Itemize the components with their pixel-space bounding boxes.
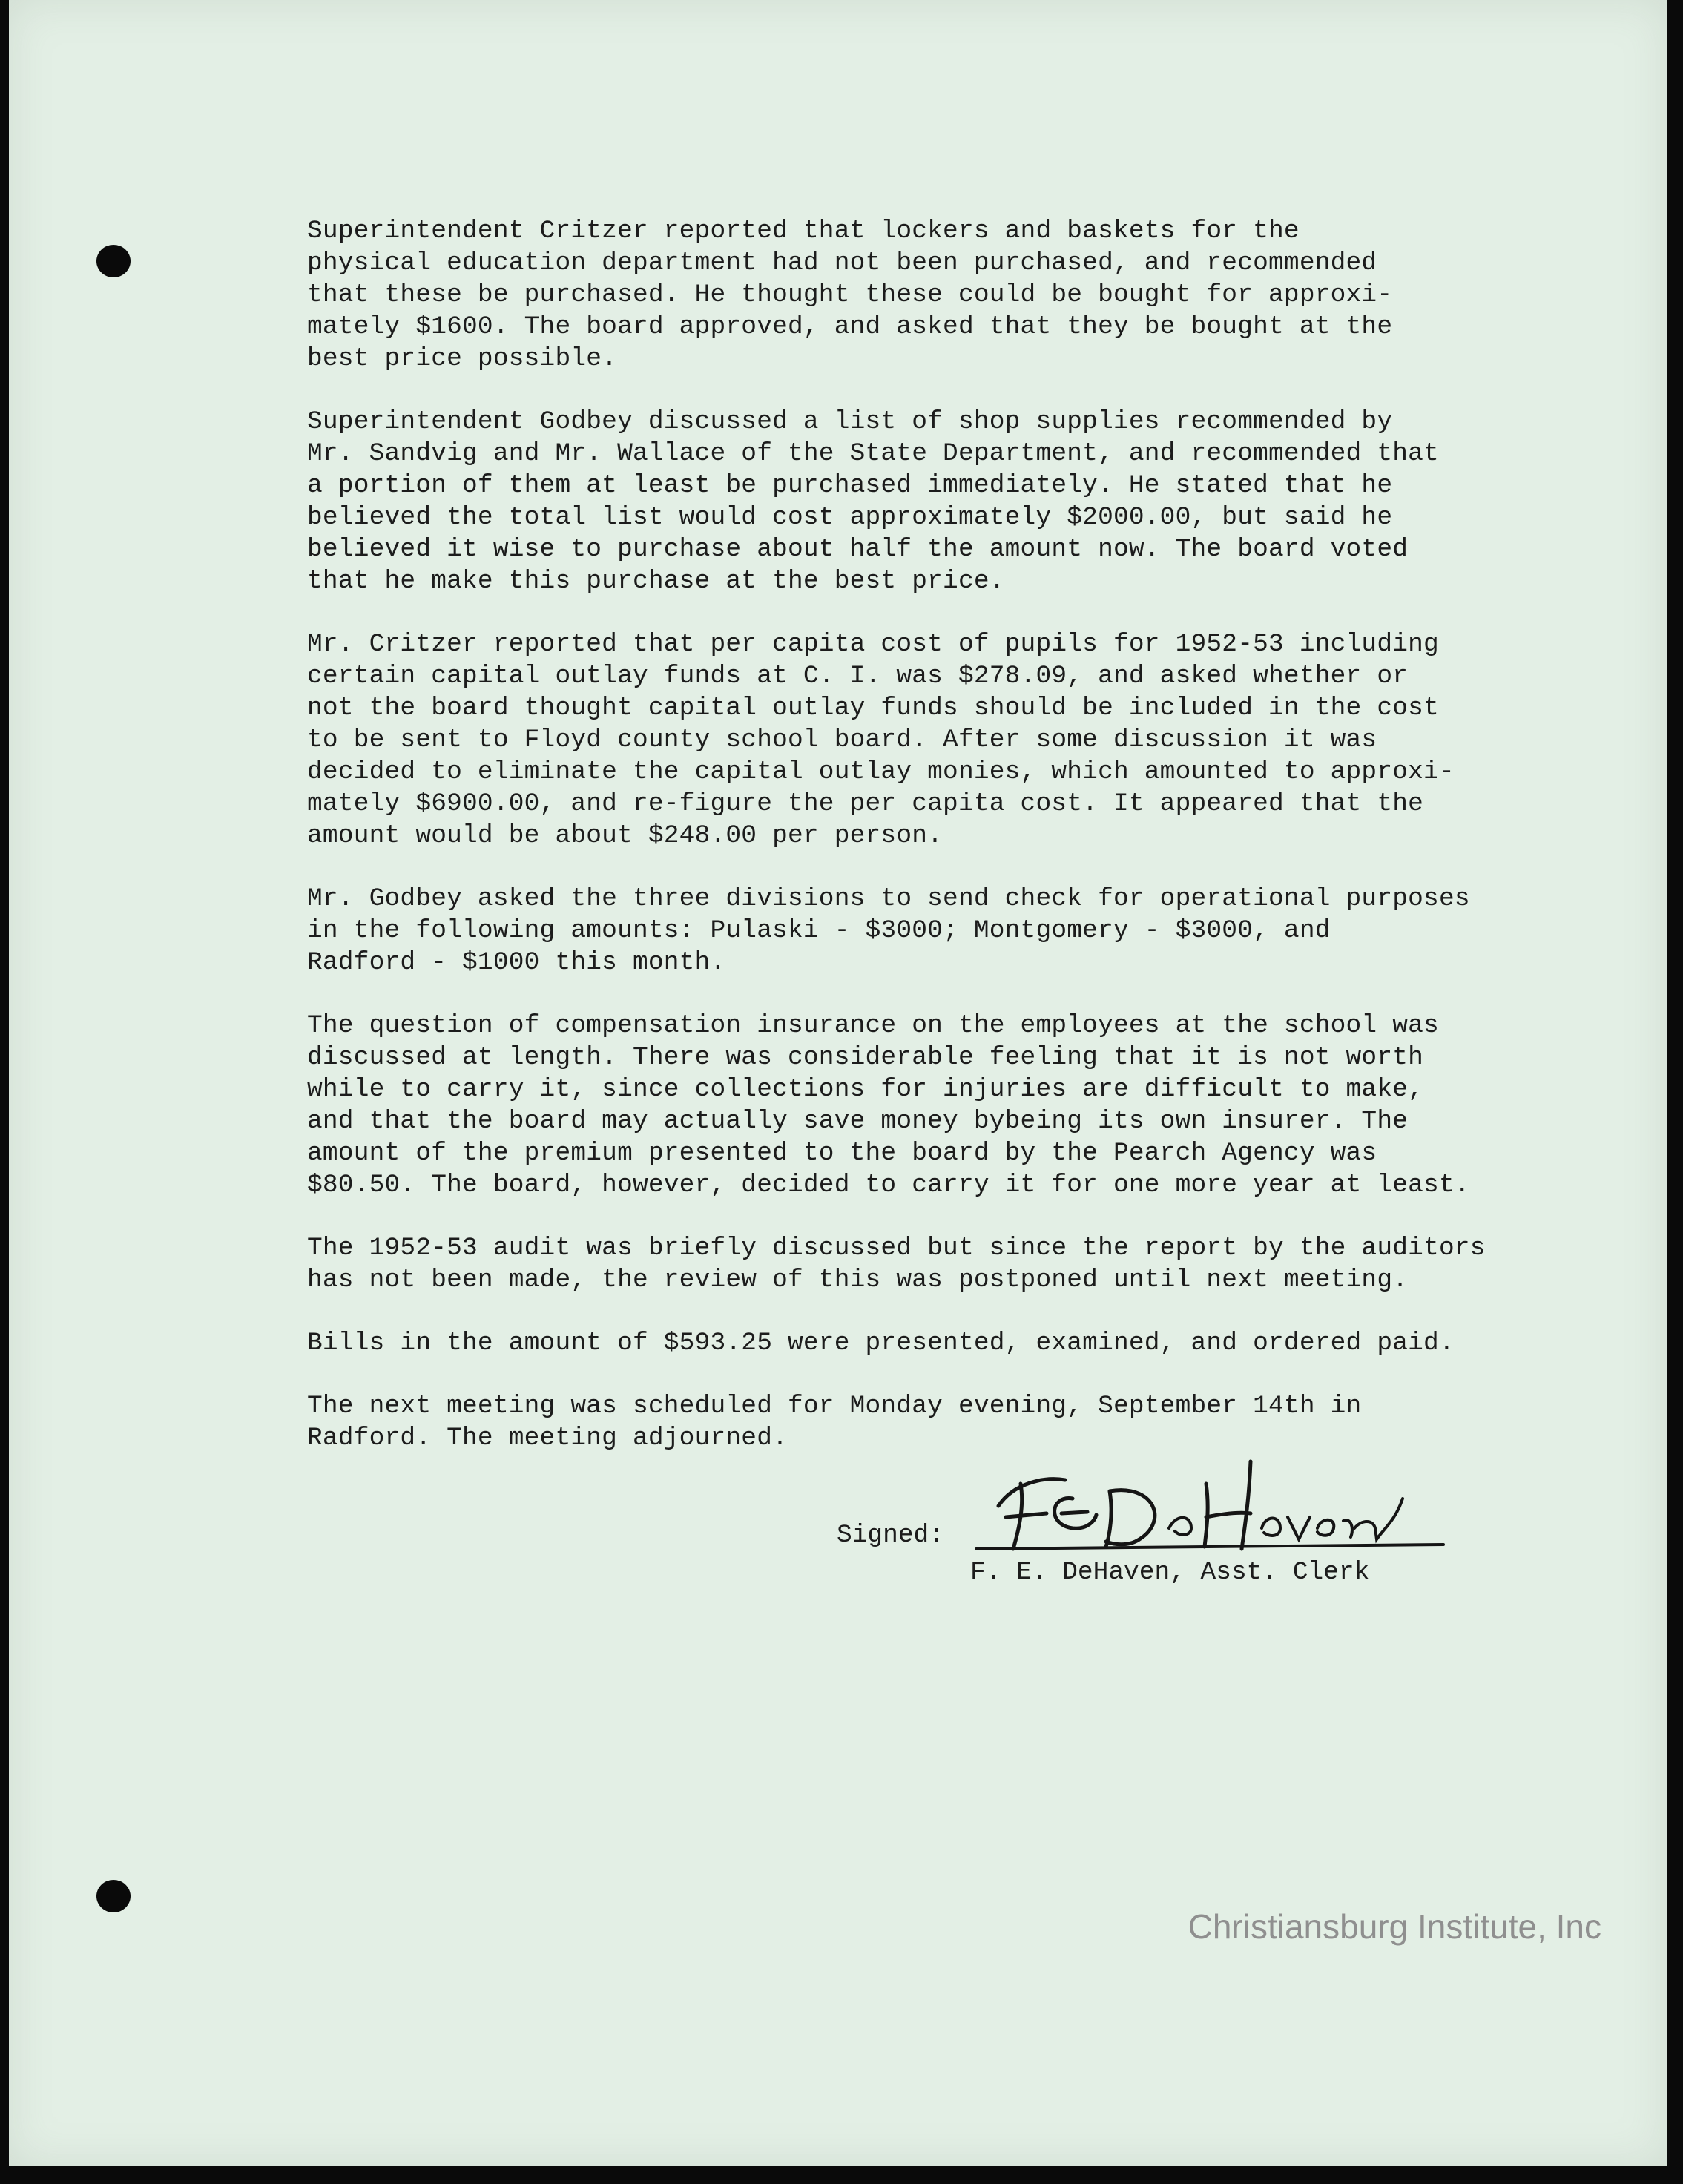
paragraph-next-meeting: The next meeting was scheduled for Monday evening, September 14th in Radford. The meeting adjourned.	[307, 1392, 1362, 1453]
watermark-text: Christiansburg Institute, Inc	[1188, 1907, 1601, 1946]
paragraph-audit: The 1952-53 audit was briefly discussed but since the report by the auditors has not been made, the review of this was postponed until next meeting.	[307, 1234, 1486, 1295]
punch-hole-top	[96, 245, 131, 277]
paragraph-bills: Bills in the amount of $593.25 were presented, examined, and ordered paid.	[307, 1329, 1455, 1358]
paragraph-operational-checks: Mr. Godbey asked the three divisions to send check for operational purposes in the following amounts: Pulaski - $3000; Montgomery - $3000, and Radford - $1000 this month.	[307, 884, 1470, 977]
signer-name: F. E. DeHaven, Asst. Clerk	[970, 1558, 1370, 1587]
paragraph-lockers: Superintendent Critzer reported that lockers and baskets for the physical education department had not been purchased, and recommended that these be purchased. He thought these could be bought for approxi- mately $1600. The board approved, and asked that they be bought at the best price possible.	[307, 217, 1393, 373]
signed-label: Signed:	[837, 1521, 944, 1550]
handwritten-signature	[969, 1454, 1451, 1565]
punch-hole-bottom	[96, 1880, 131, 1912]
paragraph-compensation-insurance: The question of compensation insurance on the employees at the school was discussed at length. There was considerable feeling that it is not worth while to carry it, since collections for injuries are difficult to make, and that the board may actually save money bybeing its own insurer. The amount of the premium presented to the board by the Pearch Agency was $80.50. The board, however, decided to carry it for one more year at least.	[307, 1011, 1470, 1200]
document-page	[9, 0, 1667, 2166]
minutes-body	[307, 215, 1538, 1485]
paragraph-per-capita: Mr. Critzer reported that per capita cost of pupils for 1952-53 including certain capital outlay funds at C. I. was $278.09, and asked whether or not the board thought capital outlay funds should be included in the cost to be sent to Floyd county school board. After some discussion it was decided to eliminate the capital outlay monies, which amounted to approxi- mately $6900.00, and re-figure the per capita cost. It appeared that the amount would be about $248.00 per person.	[307, 630, 1455, 850]
signature-block	[837, 1469, 1504, 1602]
paragraph-shop-supplies: Superintendent Godbey discussed a list of shop supplies recommended by Mr. Sandvig and Mr. Wallace of the State Department, and recommended that a portion of them at least be purchased immediately. He stated that he believed the total list would cost approximately $2000.00, but said he believed it wise to purchase about half the amount now. The board voted that he make this purchase at the best price.	[307, 407, 1439, 596]
